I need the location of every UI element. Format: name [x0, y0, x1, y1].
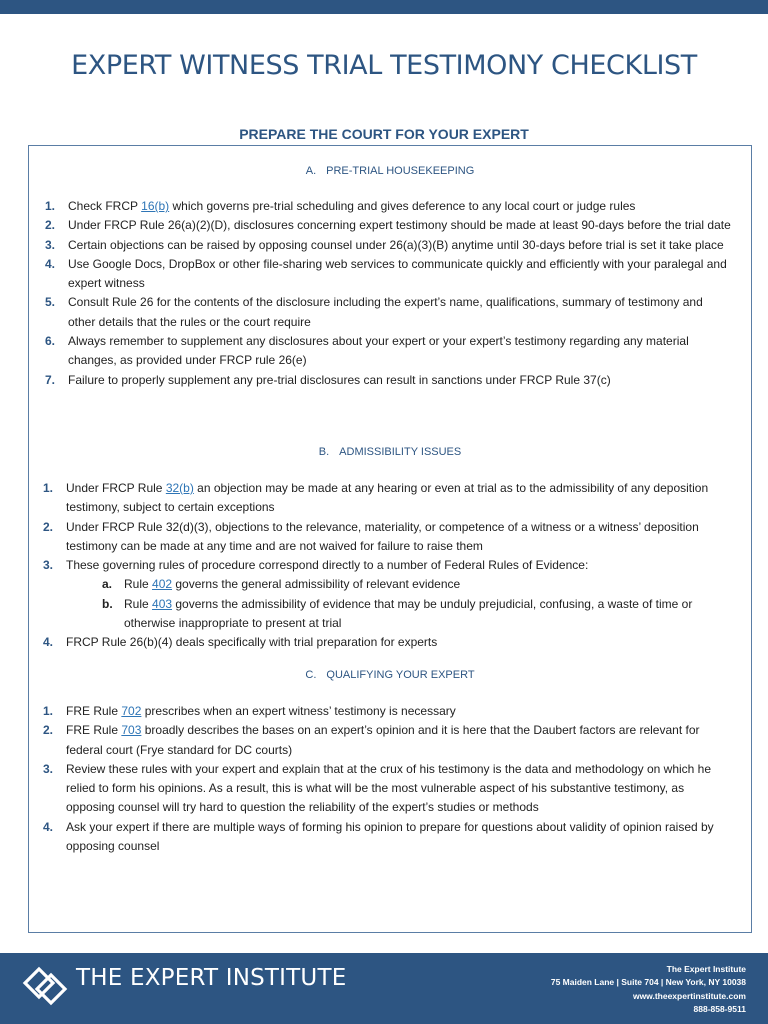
- item-text: governs the general admissibility of relevant evidence: [172, 577, 461, 592]
- item-number: 7.: [45, 372, 56, 387]
- list-item: [43, 518, 731, 557]
- footer-banner: [0, 953, 768, 1024]
- item-text: Under FRCP Rule: [66, 481, 166, 495]
- list-item: [43, 702, 731, 721]
- item-text: Ask your expert if there are multiple ways of forming his opinion to prepare for questions about validity of opinion raised by opposing counsel: [66, 819, 714, 854]
- item-text: Rule: [124, 577, 153, 592]
- frcp-32b-link[interactable]: 32(b): [165, 481, 194, 495]
- item-number: 4.: [45, 256, 56, 271]
- item-number: 1.: [43, 481, 54, 495]
- org-name: The Expert Institute: [666, 964, 746, 974]
- item-number: 4.: [43, 635, 54, 650]
- list-item: [45, 255, 731, 294]
- sub-item-letter: a.: [102, 577, 113, 592]
- item-text: FRCP Rule 26(b)(4) deals specifically with trial preparation for experts: [66, 635, 438, 650]
- item-text: Consult Rule 26 for the contents of the disclosure including the expert’s name, qualifications, summary of testimony and other details that the rules or the court require: [68, 295, 703, 329]
- item-number: 3.: [43, 558, 54, 573]
- item-text: FRE Rule: [66, 723, 122, 738]
- phone-number: 888-858-9511: [693, 1004, 746, 1015]
- section-a-heading: [29, 165, 751, 177]
- fre-402-link[interactable]: 402: [152, 577, 173, 592]
- item-number: 1.: [45, 199, 56, 213]
- list-item: [43, 479, 731, 518]
- fre-403-link[interactable]: 403: [152, 596, 173, 611]
- item-number: 1.: [43, 704, 54, 718]
- address: 75 Maiden Lane | Suite 704 | New York, NY 10038: [550, 977, 746, 988]
- item-number: 2.: [43, 519, 54, 534]
- item-text: Use Google Docs, DropBox or other file-sharing web services to communicate quickly and efficiently with your paralegal and expert witness: [68, 256, 727, 291]
- list-item: [43, 760, 731, 818]
- item-number: 2.: [43, 723, 54, 738]
- document-title: EXPERT WITNESS TRIAL TESTIMONY CHECKLIST: [71, 50, 697, 81]
- sub-item-letter: b.: [102, 596, 113, 611]
- frcp-16b-link[interactable]: 16(b): [141, 199, 170, 213]
- document-subtitle: PREPARE THE COURT FOR YOUR EXPERT: [239, 126, 529, 142]
- item-text: Under FRCP Rule 26(a)(2)(D), disclosures concerning expert testimony should be made at least 90-days before the trial date: [68, 218, 731, 233]
- item-text: broadly describes the bases on an expert’s opinion and it is here that the Daubert factors are relevant for federal court (Frye standard for DC courts): [66, 723, 700, 757]
- item-text: Under FRCP Rule 32(d)(3), objections to the relevance, materiality, or competence of a witness or a witness’ deposition testimony can be made at any time and are not waived for failure to raise them: [66, 519, 699, 553]
- section-title: QUALIFYING YOUR EXPERT: [326, 669, 475, 681]
- item-number: 4.: [43, 819, 54, 834]
- sub-list-item: [102, 595, 731, 634]
- section-letter: C.: [305, 669, 317, 681]
- item-text: governs the admissibility of evidence that may be unduly prejudicial, confusing, a waste of time or otherwise inappropriate to present at trial: [124, 596, 693, 631]
- section-title: ADMISSIBILITY ISSUES: [339, 446, 462, 458]
- item-text: which governs pre-trial scheduling and gives deference to any local court or judge rules: [169, 199, 636, 213]
- item-number: 6.: [45, 334, 56, 349]
- sub-list-item: [102, 575, 731, 594]
- section-c-list: [29, 702, 751, 856]
- footer-logo-text: THE EXPERT INSTITUTE: [76, 965, 347, 991]
- contact-block: [551, 963, 746, 1017]
- list-item: [43, 633, 731, 652]
- sublist: [66, 575, 731, 633]
- item-text: FRE Rule: [66, 704, 122, 718]
- item-text: prescribes when an expert witness’ testimony is necessary: [141, 704, 456, 718]
- section-b-heading: [29, 446, 751, 458]
- item-text: Check FRCP: [68, 199, 142, 213]
- item-text: Review these rules with your expert and explain that at the crux of his testimony is the data and methodology on which he relied to form his opinions. As a result, this is what will be the most vulnerable aspect of his substantive testimony, as opposing counsel will try hard to question the reliability of the expert’s studies or methods: [66, 761, 712, 815]
- item-text: These governing rules of procedure correspond directly to a number of Federal Rules of Evidence:: [66, 558, 589, 573]
- list-item: [43, 556, 731, 633]
- item-number: 3.: [45, 237, 56, 252]
- section-c-heading: [29, 669, 751, 681]
- checklist-box: [28, 145, 752, 933]
- section-letter: A.: [305, 165, 317, 177]
- list-item: [43, 818, 731, 857]
- item-number: 2.: [45, 218, 56, 233]
- section-title: PRE-TRIAL HOUSEKEEPING: [326, 165, 475, 177]
- top-banner: [0, 0, 768, 14]
- list-item: [45, 332, 731, 371]
- item-text: Rule: [124, 596, 153, 611]
- item-text: an objection may be made at any hearing or even at trial as to the admissibility of any deposition testimony, subject to certain exceptions: [66, 481, 709, 515]
- list-item: [45, 236, 731, 255]
- list-item: [45, 216, 731, 235]
- website-link[interactable]: www.theexpertinstitute.com: [632, 990, 746, 1001]
- list-item: [45, 197, 731, 216]
- section-b-list: [29, 479, 751, 653]
- list-item: [43, 721, 731, 760]
- fre-703-link[interactable]: 703: [121, 723, 142, 738]
- section-a-list: [29, 197, 751, 390]
- item-text: Always remember to supplement any disclosures about your expert or your expert’s testimony regarding any material changes, as provided under FRCP rule 26(e): [68, 334, 689, 368]
- item-text: Certain objections can be raised by opposing counsel under 26(a)(3)(B) anytime until 30-days before trial is set it take place: [68, 237, 724, 252]
- list-item: [45, 293, 731, 332]
- item-number: 3.: [43, 761, 54, 776]
- fre-702-link[interactable]: 702: [121, 704, 142, 718]
- list-item: [45, 371, 731, 390]
- expert-institute-logo-icon: [22, 963, 70, 1011]
- item-number: 5.: [45, 295, 56, 310]
- item-text: Failure to properly supplement any pre-trial disclosures can result in sanctions under FRCP Rule 37(c): [68, 372, 611, 387]
- section-letter: B.: [318, 446, 330, 458]
